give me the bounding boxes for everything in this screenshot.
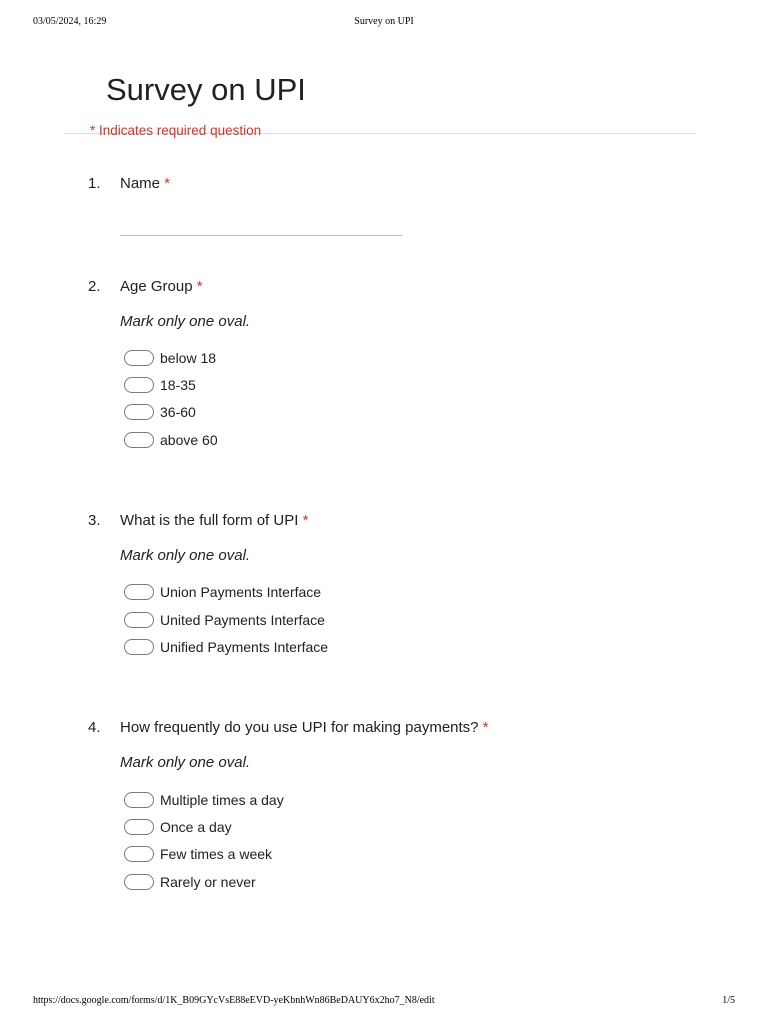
option-label: Few times a week — [160, 846, 273, 862]
print-header — [0, 16, 768, 30]
form-title: Survey on UPI — [106, 72, 306, 107]
question-title: Age Group * — [120, 278, 203, 295]
question-hint: Mark only one oval. — [120, 313, 251, 330]
required-star: * — [196, 278, 203, 295]
option-label: Multiple times a day — [160, 792, 284, 808]
print-datetime: 03/05/2024, 16:29 — [33, 16, 107, 27]
option-label: 18-35 — [160, 377, 196, 393]
radio-oval[interactable] — [124, 350, 154, 366]
question-number: 1. — [88, 175, 101, 192]
radio-oval[interactable] — [124, 819, 154, 835]
option-label: Rarely or never — [160, 874, 256, 890]
name-answer-field[interactable] — [120, 235, 402, 236]
radio-oval[interactable] — [124, 432, 154, 448]
question-number: 4. — [88, 719, 101, 736]
radio-oval[interactable] — [124, 846, 154, 862]
option-label: above 60 — [160, 432, 218, 448]
radio-oval[interactable] — [124, 792, 154, 808]
print-page-number: 1/5 — [722, 995, 735, 1006]
required-star: * — [482, 719, 489, 736]
option-label: Unified Payments Interface — [160, 639, 329, 655]
print-footer — [0, 995, 768, 1009]
print-doc-title: Survey on UPI — [354, 16, 414, 27]
radio-oval[interactable] — [124, 612, 154, 628]
option-label: 36-60 — [160, 404, 196, 420]
radio-oval[interactable] — [124, 584, 154, 600]
radio-oval[interactable] — [124, 377, 154, 393]
option-label: Union Payments Interface — [160, 584, 322, 600]
required-star: * — [164, 175, 171, 192]
radio-oval[interactable] — [124, 404, 154, 420]
option-label: United Payments Interface — [160, 612, 325, 628]
question-number: 3. — [88, 512, 101, 529]
required-star: * — [302, 512, 309, 529]
question-hint: Mark only one oval. — [120, 754, 251, 771]
radio-oval[interactable] — [124, 874, 154, 890]
question-title: What is the full form of UPI * — [120, 512, 309, 529]
radio-oval[interactable] — [124, 639, 154, 655]
question-hint: Mark only one oval. — [120, 547, 251, 564]
option-label: Once a day — [160, 819, 232, 835]
required-note: * Indicates required question — [90, 123, 262, 138]
question-title: Name * — [120, 175, 171, 192]
question-title: How frequently do you use UPI for making payments? * — [120, 719, 489, 736]
question-number: 2. — [88, 278, 101, 295]
option-label: below 18 — [160, 350, 217, 366]
print-url: https://docs.google.com/forms/d/1K_B09GYcVsE88eEVD-yeKbnhWn86BeDAUY6x2ho7_N8/edit — [33, 995, 435, 1006]
